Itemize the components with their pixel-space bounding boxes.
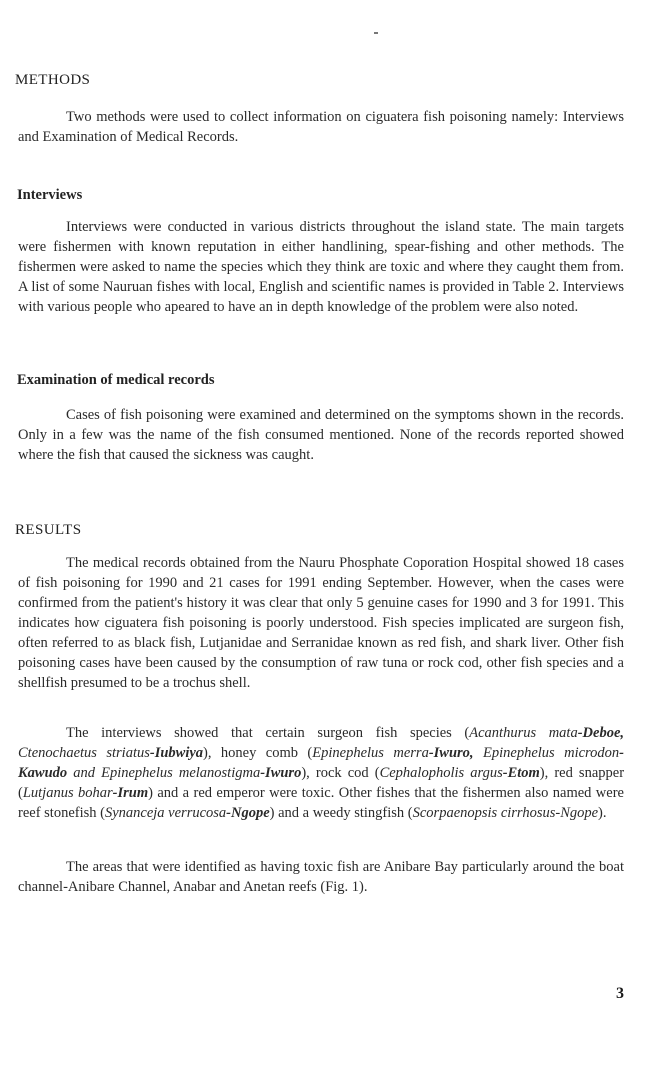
results-paragraph-2 <box>18 723 624 823</box>
local-name: -Deboe, <box>577 725 624 741</box>
para2-text: The interviews showed that certain surgeon fish species ( <box>66 725 470 741</box>
local-name: -Ngope <box>226 805 270 821</box>
para2-text: ) and a weedy stingfish ( <box>269 805 413 821</box>
species-name: Epinephelus microdon <box>483 745 620 761</box>
medical-records-text: Cases of fish poisoning were examined and determined on the symptoms shown in the records. Only in a few was the name of the fish consumed mentioned. None of the records reported showed where the fish that caused the sickness was caught. <box>18 407 624 463</box>
scan-speck <box>374 32 378 34</box>
methods-text: Two methods were used to collect information on ciguatera fish poisoning namely: Interviews and Examination of Medical Records. <box>18 109 624 145</box>
results-text-1: The medical records obtained from the Nauru Phosphate Coporation Hospital showed 18 cases of fish poisoning for 1990 and 21 cases for 1991 ending September. However, when the cases were confirmed from the patient's history it was clear that only 5 genuine cases for 1990 and 3 for 1991. This indicates how ciguatera fish poisoning is poorly understood. Fish species implicated are surgeon fish, often referred to as black fish, Lutjanidae and Serranidae known as red fish, and shark liver. Other fish poisoning cases have been caused by the consumption of raw tuna or rock cod, other fish species and a shellfish presumed to be a trochus shell. <box>18 555 624 691</box>
local-name: -Ngope <box>555 805 599 821</box>
local-name: -Iwuro <box>260 765 302 781</box>
local-name: -Iwuro, <box>428 745 474 761</box>
medical-records-paragraph <box>18 405 624 465</box>
results-paragraph-1 <box>18 553 624 693</box>
interviews-heading: Interviews <box>17 187 83 203</box>
species-name: Cephalopholis argus <box>379 765 503 781</box>
species-name: Scorpaenopsis cirrhosus <box>412 805 556 821</box>
species-name: Synanceja verrucosa <box>104 805 227 821</box>
para2-text: and <box>67 765 102 781</box>
page-number: 3 <box>616 985 624 1002</box>
para2-text: ), honey comb ( <box>203 745 313 761</box>
results-text-3: The areas that were identified as having toxic fish are Anibare Bay particularly around the boat channel-Anibare Channel, Anabar and Anetan reefs (Fig. 1). <box>18 859 624 895</box>
species-name: Lutjanus bohar <box>22 785 113 801</box>
local-name: -Iubwiya <box>149 745 204 761</box>
para2-text: ). <box>598 805 607 821</box>
interviews-paragraph <box>18 217 624 317</box>
local-name: -Irum <box>112 785 149 801</box>
species-name: Epinephelus merra <box>312 745 429 761</box>
species-name: Acanthurus mata <box>469 725 578 741</box>
para2-text: ), red snapper ( <box>18 765 625 801</box>
species-name: Epinephelus melanostigma <box>101 765 261 781</box>
results-heading: RESULTS <box>15 522 82 538</box>
para2-text: ), rock cod ( <box>301 765 380 781</box>
medical-records-heading: Examination of medical records <box>17 372 215 388</box>
results-paragraph-3 <box>18 857 624 897</box>
para2-text: ) and a red emperor were toxic. Other fishes that the fishermen also named were reef stonefish ( <box>18 785 624 821</box>
interviews-text: Interviews were conducted in various districts throughout the island state. The main targets were fishermen with known reputation in either handlining, spear-fishing and other methods. The fishermen were asked to name the species which they think are toxic and where they caught them from. A list of some Nauruan fishes with local, English and scientific names is provided in Table 2. Interviews with various people who apeared to have an in depth knowledge of the problem were also noted. <box>18 219 624 315</box>
methods-heading: METHODS <box>15 72 91 88</box>
local-name: -Kawudo <box>18 745 624 781</box>
methods-paragraph <box>18 107 624 147</box>
local-name: -Etom <box>502 765 540 781</box>
species-name: Ctenochaetus striatus <box>18 745 150 761</box>
